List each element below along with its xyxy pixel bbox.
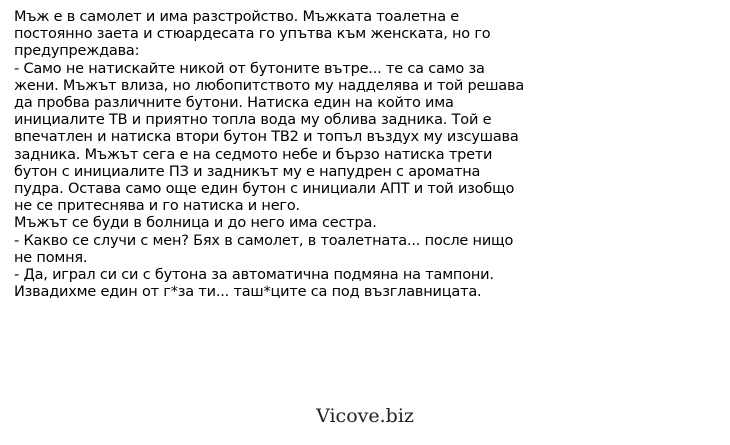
joke-line: бутон с инициалите ПЗ и задникът му е напудрен с ароматна [14, 163, 481, 180]
joke-line: - Да, играл си си с бутона за автоматична подмяна на тампони. [14, 267, 494, 284]
joke-line: Мъжът се буди в болница и до него има сестра. [14, 215, 377, 232]
joke-line: не помня. [14, 249, 88, 266]
joke-line: задника. Мъжът сега е на седмото небе и бързо натиска трети [14, 146, 493, 163]
joke-line: постоянно заета и стюардесата го упътва към женската, но го [14, 26, 491, 43]
joke-line: Мъж е в самолет и има разстройство. Мъжката тоалетна е [14, 9, 460, 25]
joke-line: Извадихме един от г*за ти... таш*ците са под възглавницата. [14, 284, 482, 301]
joke-text [14, 9, 724, 301]
joke-line: инициалите ТВ и приятно топла вода му облива задника. Той е [14, 112, 492, 129]
joke-line: - Какво се случи с мен? Бях в самолет, в тоалетната... после нищо [14, 232, 514, 249]
joke-line: пудра. Остава само още един бутон с инициали АПТ и той изобщо [14, 181, 515, 198]
joke-line: - Само не натискайте никой от бутоните вътре... те са само за [14, 60, 485, 77]
joke-line: предупреждава: [14, 43, 140, 60]
site-watermark: Vicove.biz [316, 405, 414, 427]
joke-line: не се притеснява и го натиска и него. [14, 198, 300, 215]
joke-line: впечатлен и натиска втори бутон ТВ2 и топъл въздух му изсушава [14, 129, 519, 146]
joke-line: да пробва различните бутони. Натиска един на който има [14, 95, 454, 112]
joke-line: жени. Мъжът влиза, но любопитството му надделява и той решава [14, 77, 525, 94]
